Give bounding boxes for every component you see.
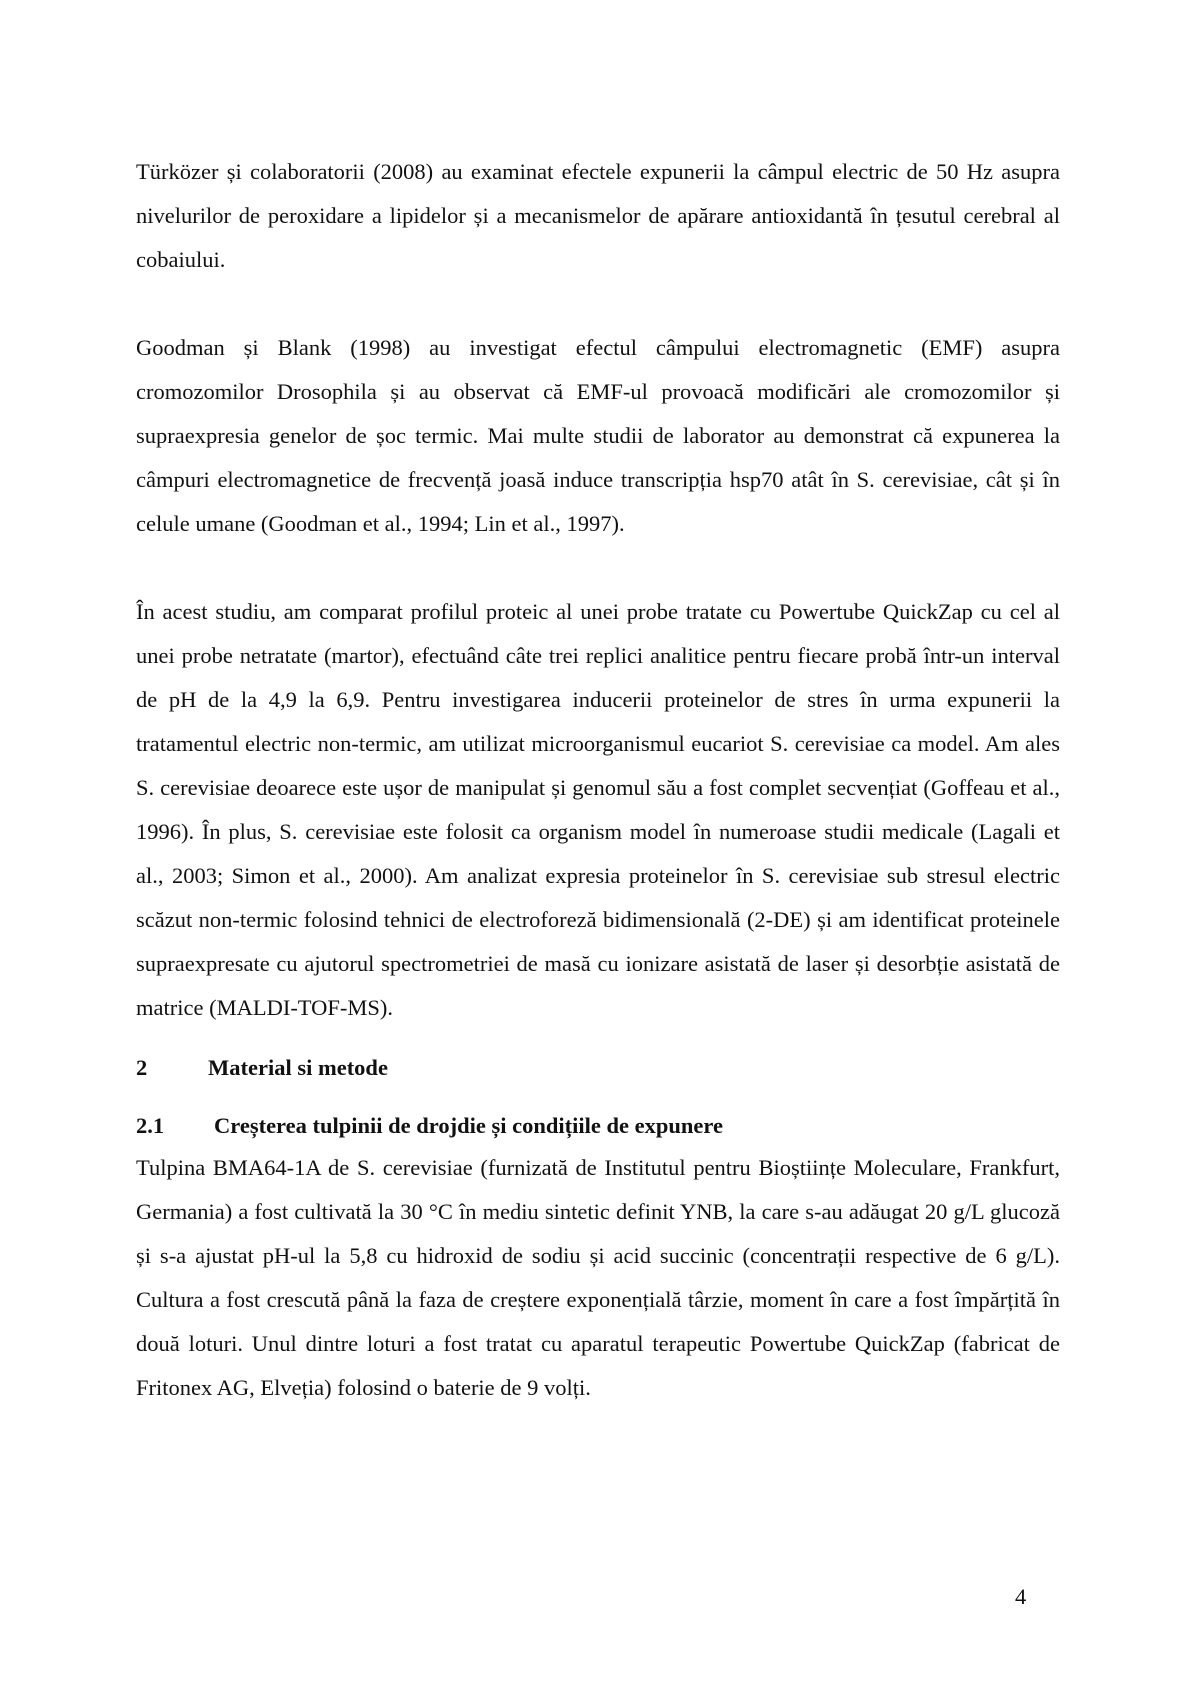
spacer [136, 546, 1060, 590]
spacer [136, 282, 1060, 326]
section-heading [136, 1048, 1060, 1088]
subsection-title: Creșterea tulpinii de drojdie și condițiile de expunere [214, 1113, 723, 1138]
spacer [136, 1030, 1060, 1048]
paragraph-study-aim: În acest studiu, am comparat profilul proteic al unei probe tratate cu Powertube QuickZap cu cel al unei probe netratate (martor), efectuând câte trei replici analitice pentru fiecare probă într-un interval de pH de la 4,9 la 6,9. Pentru investigarea inducerii proteinelor de stres în urma expunerii la tratamentul electric non-termic, am utilizat microorganismul eucariot S. cerevisiae ca model. Am ales S. cerevisiae deoarece este ușor de manipulat și genomul său a fost complet secvențiat (Goffeau et al., 1996). În plus, S. cerevisiae este folosit ca organism model în numeroase studii medicale (Lagali et al., 2003; Simon et al., 2000). Am analizat expresia proteinelor în S. cerevisiae sub stresul electric scăzut non-termic folosind tehnici de electroforeză bidimensională (2-DE) și am identificat proteinele supraexpresate cu ajutorul spectrometriei de masă cu ionizare asistată de laser și desorbție asistată de matrice (MALDI-TOF-MS). [136, 599, 1060, 1020]
section-title: Material si metode [208, 1055, 388, 1080]
spacer [136, 1088, 1060, 1106]
subsection-number: 2.1 [136, 1113, 165, 1138]
paragraph-yeast-strain: Tulpina BMA64-1A de S. cerevisiae (furnizată de Institutul pentru Bioștiințe Moleculare, Frankfurt, Germania) a fost cultivată la 30 °C în mediu sintetic definit YNB, la care s-au adăugat 20 g/L glucoză și s-a ajustat pH-ul la 5,8 cu hidroxid de sodiu și acid succinic (concentrații respective de 6 g/L). Cultura a fost crescută până la faza de creștere exponențială târzie, moment în care a fost împărțită în două loturi. Unul dintre loturi a fost tratat cu aparatul terapeutic Powertube QuickZap (fabricat de Fritonex AG, Elveția) folosind o baterie de 9 volți. [136, 1155, 1060, 1400]
subsection-heading [136, 1106, 1060, 1146]
document-page [136, 150, 1060, 1410]
paragraph-turkozer: Türközer și colaboratorii (2008) au examinat efectele expunerii la câmpul electric de 50 Hz asupra nivelurilor de peroxidare a lipidelor și a mecanismelor de apărare antioxidantă în țesutul cerebral al cobaiului. [136, 159, 1060, 272]
section-number: 2 [136, 1055, 148, 1080]
paragraph-goodman-blank: Goodman și Blank (1998) au investigat efectul câmpului electromagnetic (EMF) asupra cromozomilor Drosophila și au observat că EMF-ul provoacă modificări ale cromozomilor și supraexpresia genelor de șoc termic. Mai multe studii de laborator au demonstrat că expunerea la câmpuri electromagnetice de frecvență joasă induce transcripția hsp70 atât în S. cerevisiae, cât și în celule umane (Goodman et al., 1994; Lin et al., 1997). [136, 335, 1060, 536]
page-number: 4 [1015, 1584, 1027, 1609]
